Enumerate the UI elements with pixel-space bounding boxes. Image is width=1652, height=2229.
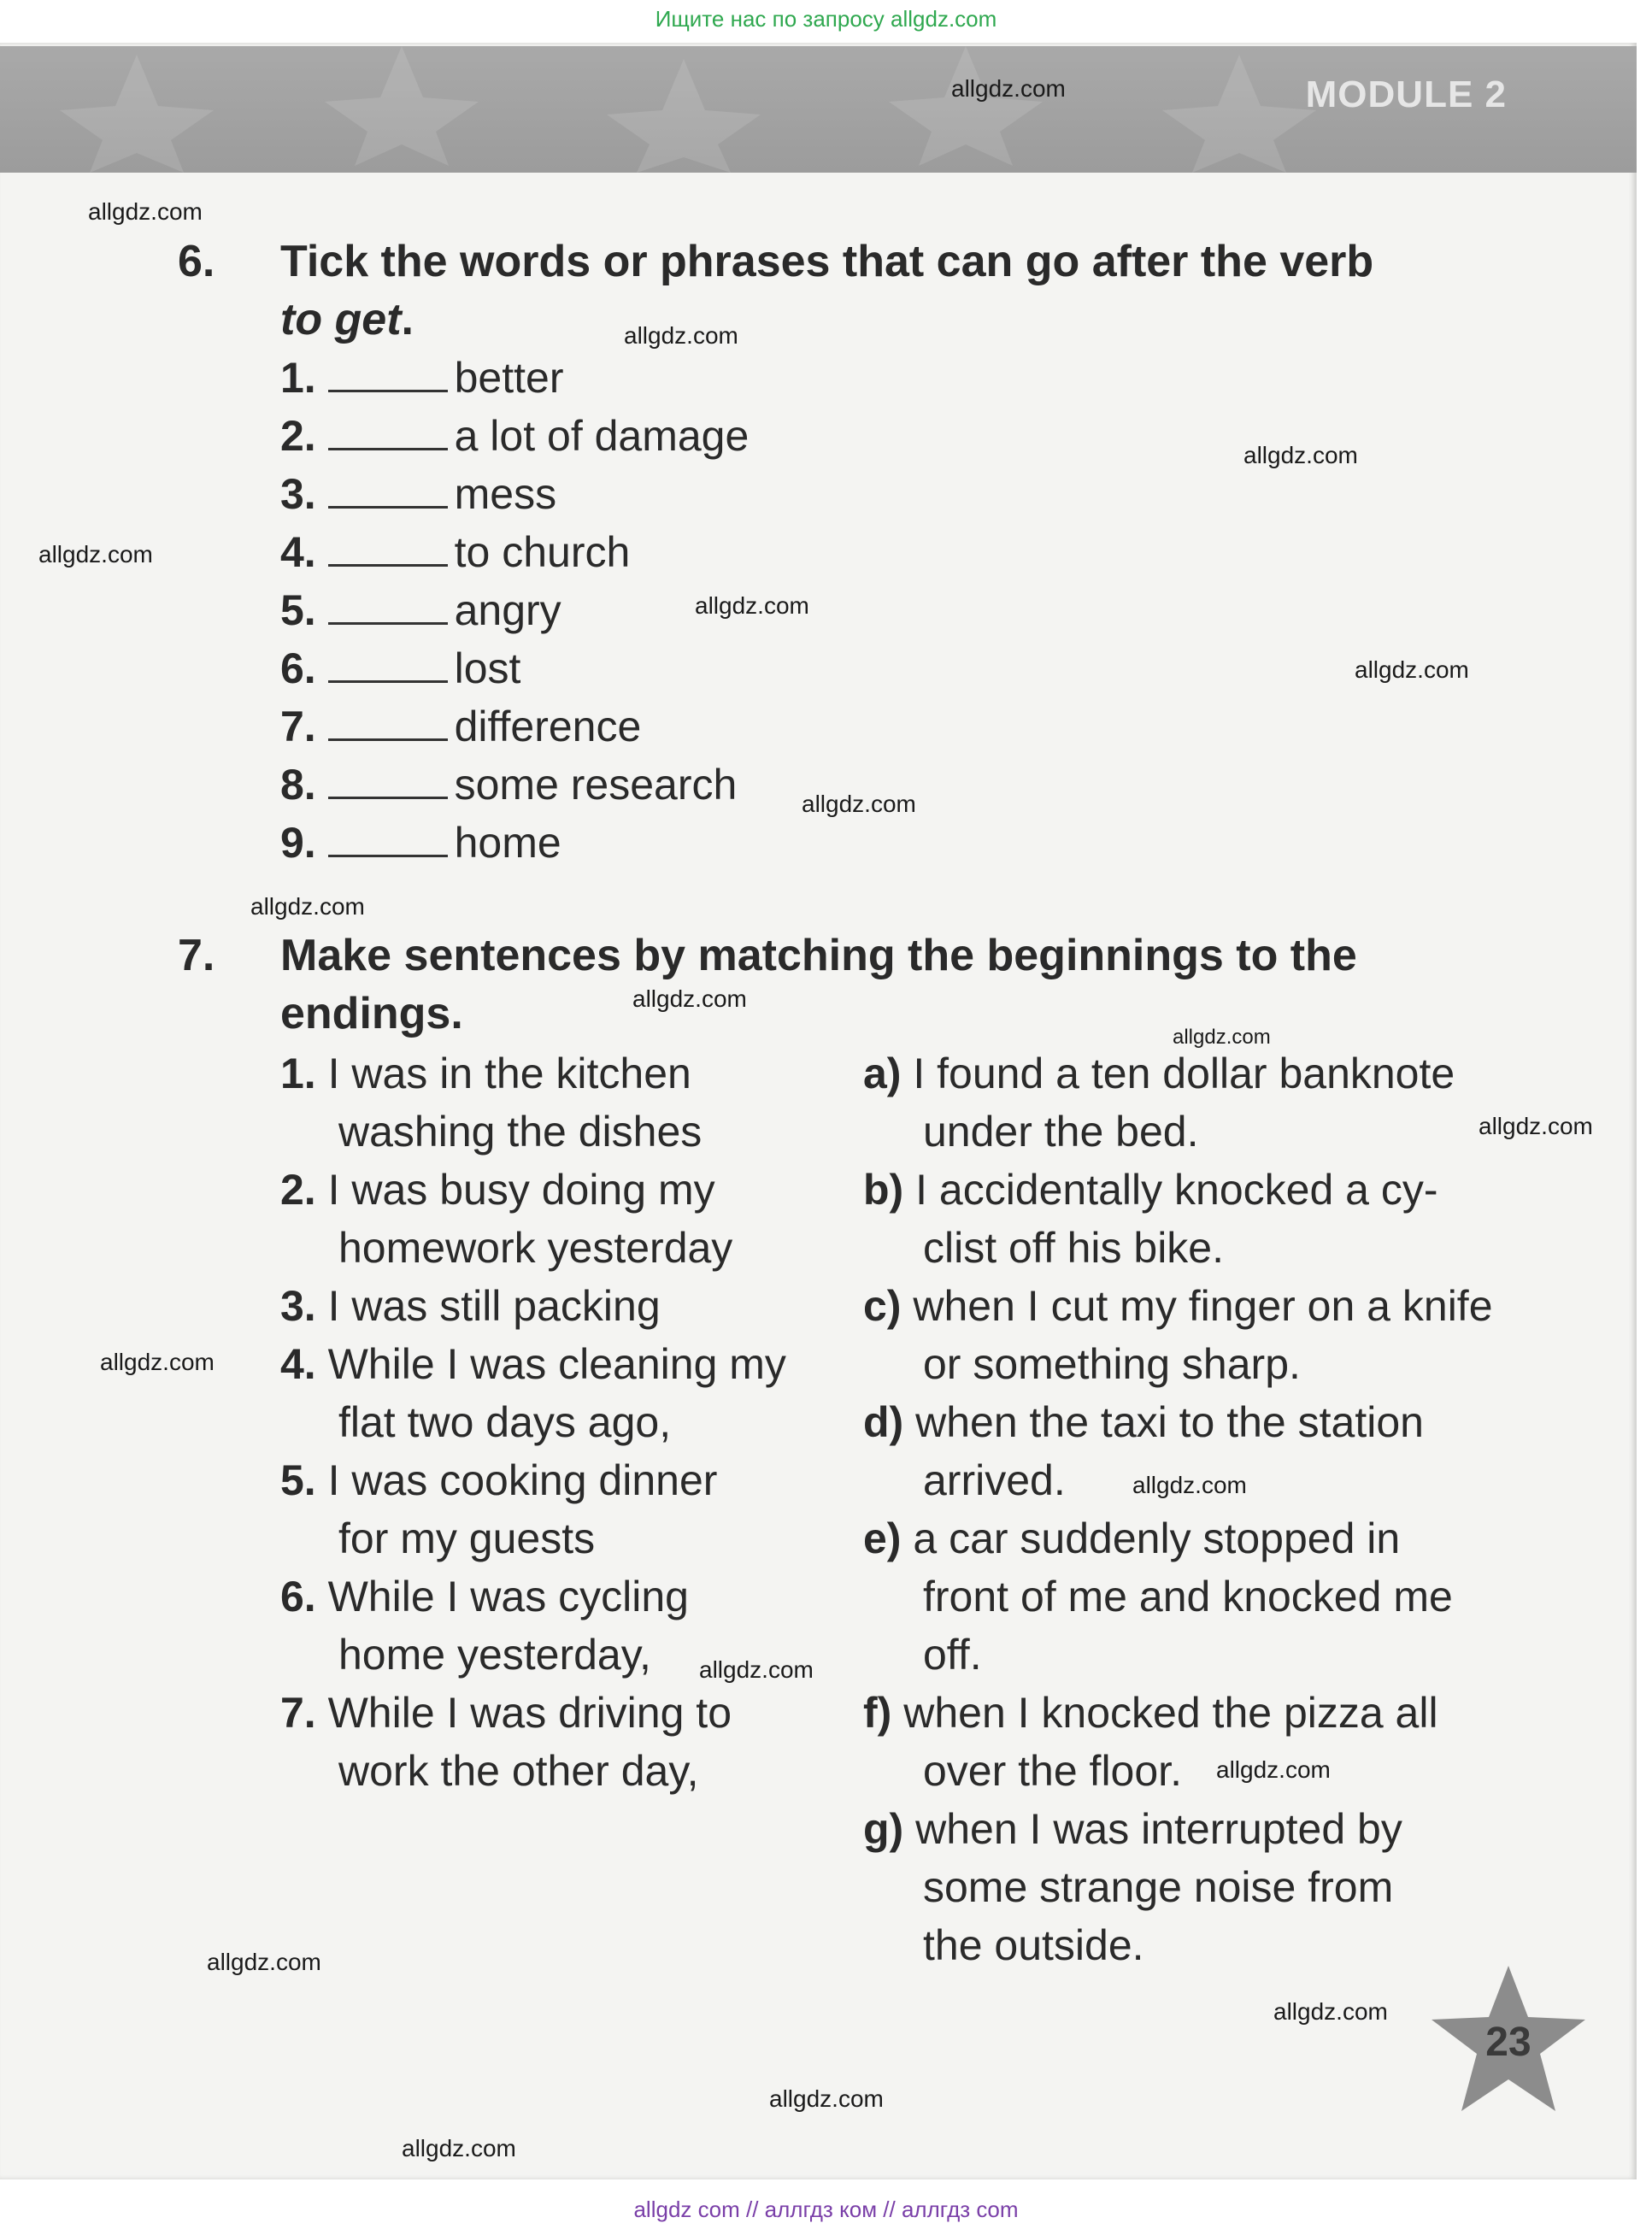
tick-item[interactable] xyxy=(280,349,749,407)
tick-item[interactable] xyxy=(280,697,749,756)
item-text: difference xyxy=(454,703,642,750)
beginning-text: I was busy doing my xyxy=(327,1166,715,1214)
tick-blank[interactable] xyxy=(328,820,448,857)
watermark: allgdz.com xyxy=(1216,1756,1331,1783)
item-number: 7. xyxy=(280,703,316,750)
page-number: 23 xyxy=(1485,2020,1531,2065)
ending-text: when I knocked the pizza all xyxy=(903,1689,1438,1737)
beginning-number: 4. xyxy=(280,1340,316,1388)
tick-blank[interactable] xyxy=(328,762,448,799)
watermark: allgdz.com xyxy=(802,791,916,817)
ending-text: when I cut my finger on a knife xyxy=(913,1282,1493,1330)
beginning-item xyxy=(280,1277,827,1335)
watermark: allgdz.com xyxy=(769,2085,884,2112)
tick-blank[interactable] xyxy=(328,646,448,683)
item-text: lost xyxy=(454,644,521,692)
ending-text: the outside. xyxy=(923,1921,1144,1969)
watermark: allgdz.com xyxy=(695,592,809,619)
item-number: 9. xyxy=(280,819,316,867)
beginning-text: I was cooking dinner xyxy=(327,1456,718,1504)
ending-letter: g) xyxy=(863,1805,904,1853)
beginning-number: 5. xyxy=(280,1456,316,1504)
watermark: allgdz.com xyxy=(1273,1998,1388,2025)
ending-letter: d) xyxy=(863,1398,904,1446)
beginning-text: washing the dishes xyxy=(338,1108,703,1156)
beginning-number: 1. xyxy=(280,1050,316,1097)
watermark: allgdz.com xyxy=(699,1656,814,1683)
ending-item xyxy=(863,1684,1530,1800)
item-number: 6. xyxy=(280,644,316,692)
watermark: allgdz.com xyxy=(100,1349,215,1375)
exercise-6-title-line2 xyxy=(280,291,1520,349)
ending-text: I found a ten dollar banknote xyxy=(913,1050,1455,1097)
watermark: allgdz.com xyxy=(951,75,1066,102)
beginning-number: 3. xyxy=(280,1282,316,1330)
item-text: a lot of damage xyxy=(454,412,750,460)
verb-to-get: to get xyxy=(280,295,402,344)
item-number: 4. xyxy=(280,528,316,576)
watermark: allgdz.com xyxy=(1355,656,1469,683)
beginning-item xyxy=(280,1684,827,1800)
tick-blank[interactable] xyxy=(328,414,448,450)
beginning-item xyxy=(280,1161,827,1277)
ending-letter: b) xyxy=(863,1166,904,1214)
ending-text: when the taxi to the station xyxy=(915,1398,1424,1446)
ending-item xyxy=(863,1044,1530,1161)
beginning-text: I was still packing xyxy=(327,1282,661,1330)
ending-text: off. xyxy=(923,1631,982,1679)
beginning-text: While I was driving to xyxy=(327,1689,732,1737)
beginning-item xyxy=(280,1044,827,1161)
watermark: allgdz.com xyxy=(1173,1026,1271,1049)
tick-item[interactable] xyxy=(280,407,749,465)
ending-item xyxy=(863,1161,1530,1277)
item-number: 8. xyxy=(280,761,316,809)
watermark: allgdz.com xyxy=(207,1949,321,1975)
ending-text: when I was interrupted by xyxy=(915,1805,1402,1853)
beginning-item xyxy=(280,1451,827,1567)
watermark: allgdz.com xyxy=(402,2135,516,2161)
module-title: MODULE 2 xyxy=(1305,74,1507,115)
ending-text: front of me and knocked me xyxy=(923,1573,1453,1620)
item-text: some research xyxy=(454,761,738,809)
watermark: allgdz.com xyxy=(250,893,365,920)
item-number: 5. xyxy=(280,586,316,634)
item-text: better xyxy=(454,354,564,402)
beginning-item xyxy=(280,1335,827,1451)
exercise-7-title xyxy=(280,926,1520,1043)
ending-text: over the floor. xyxy=(923,1747,1182,1795)
tick-item[interactable] xyxy=(280,581,749,639)
ending-text: some strange noise from xyxy=(923,1863,1394,1911)
beginning-text: I was in the kitchen xyxy=(327,1050,691,1097)
endings-column xyxy=(863,1044,1530,1974)
beginning-text: homework yesterday xyxy=(338,1224,733,1272)
item-number: 3. xyxy=(280,470,316,518)
exercise-7-title-line1: Make sentences by matching the beginnings to the xyxy=(280,931,1357,980)
exercise-6-items xyxy=(280,349,749,872)
ending-letter: c) xyxy=(863,1282,902,1330)
exercise-6-title-line1: Tick the words or phrases that can go after the verb xyxy=(280,237,1374,286)
watermark: allgdz.com xyxy=(1479,1113,1593,1139)
ending-letter: e) xyxy=(863,1514,902,1562)
watermark: allgdz.com xyxy=(88,198,203,225)
beginning-number: 7. xyxy=(280,1689,316,1737)
ending-letter: f) xyxy=(863,1689,892,1737)
tick-blank[interactable] xyxy=(328,588,448,625)
tick-blank[interactable] xyxy=(328,530,448,567)
ending-text: under the bed. xyxy=(923,1108,1199,1156)
ending-item xyxy=(863,1393,1530,1509)
bottom-banner[interactable]: allgdz com // аллгдз ком // аллгдз com xyxy=(633,2197,1019,2222)
beginning-text: work the other day, xyxy=(338,1747,699,1795)
ending-letter: a) xyxy=(863,1050,902,1097)
tick-item[interactable] xyxy=(280,814,749,872)
beginning-text: flat two days ago, xyxy=(338,1398,672,1446)
beginning-text: home yesterday, xyxy=(338,1631,651,1679)
tick-blank[interactable] xyxy=(328,472,448,509)
beginning-item xyxy=(280,1567,827,1684)
item-text: to church xyxy=(454,528,631,576)
ending-text: or something sharp. xyxy=(923,1340,1301,1388)
ending-text: a car suddenly stopped in xyxy=(913,1514,1401,1562)
beginning-text: for my guests xyxy=(338,1514,596,1562)
top-banner[interactable]: Ищите нас по запросу allgdz.com xyxy=(655,6,997,32)
tick-item[interactable] xyxy=(280,756,749,814)
ending-item xyxy=(863,1800,1530,1974)
item-text: angry xyxy=(454,586,561,634)
beginnings-column xyxy=(280,1044,827,1800)
exercise-6-number: 6. xyxy=(178,237,215,286)
ending-text: arrived. xyxy=(923,1456,1066,1504)
exercise-6-title xyxy=(280,232,1520,349)
beginning-number: 2. xyxy=(280,1166,316,1214)
beginning-number: 6. xyxy=(280,1573,316,1620)
ending-text: clist off his bike. xyxy=(923,1224,1225,1272)
watermark: allgdz.com xyxy=(1243,442,1358,468)
beginning-text: While I was cycling xyxy=(327,1573,689,1620)
beginning-text: While I was cleaning my xyxy=(327,1340,786,1388)
tick-blank[interactable] xyxy=(328,356,448,392)
tick-item[interactable] xyxy=(280,465,749,523)
item-text: home xyxy=(454,819,561,867)
tick-item[interactable] xyxy=(280,523,749,581)
item-number: 1. xyxy=(280,354,316,402)
tick-blank[interactable] xyxy=(328,704,448,741)
tick-item[interactable] xyxy=(280,639,749,697)
watermark: allgdz.com xyxy=(1132,1472,1247,1498)
item-number: 2. xyxy=(280,412,316,460)
watermark: allgdz.com xyxy=(38,541,153,568)
title-period: . xyxy=(401,295,414,344)
ending-item xyxy=(863,1277,1530,1393)
ending-item xyxy=(863,1509,1530,1684)
item-text: mess xyxy=(454,470,557,518)
watermark: allgdz.com xyxy=(632,985,747,1012)
ending-text: I accidentally knocked a cy- xyxy=(915,1166,1438,1214)
exercise-7-number: 7. xyxy=(178,931,215,980)
exercise-7-title-line2: endings. xyxy=(280,989,463,1038)
watermark: allgdz.com xyxy=(624,322,738,349)
